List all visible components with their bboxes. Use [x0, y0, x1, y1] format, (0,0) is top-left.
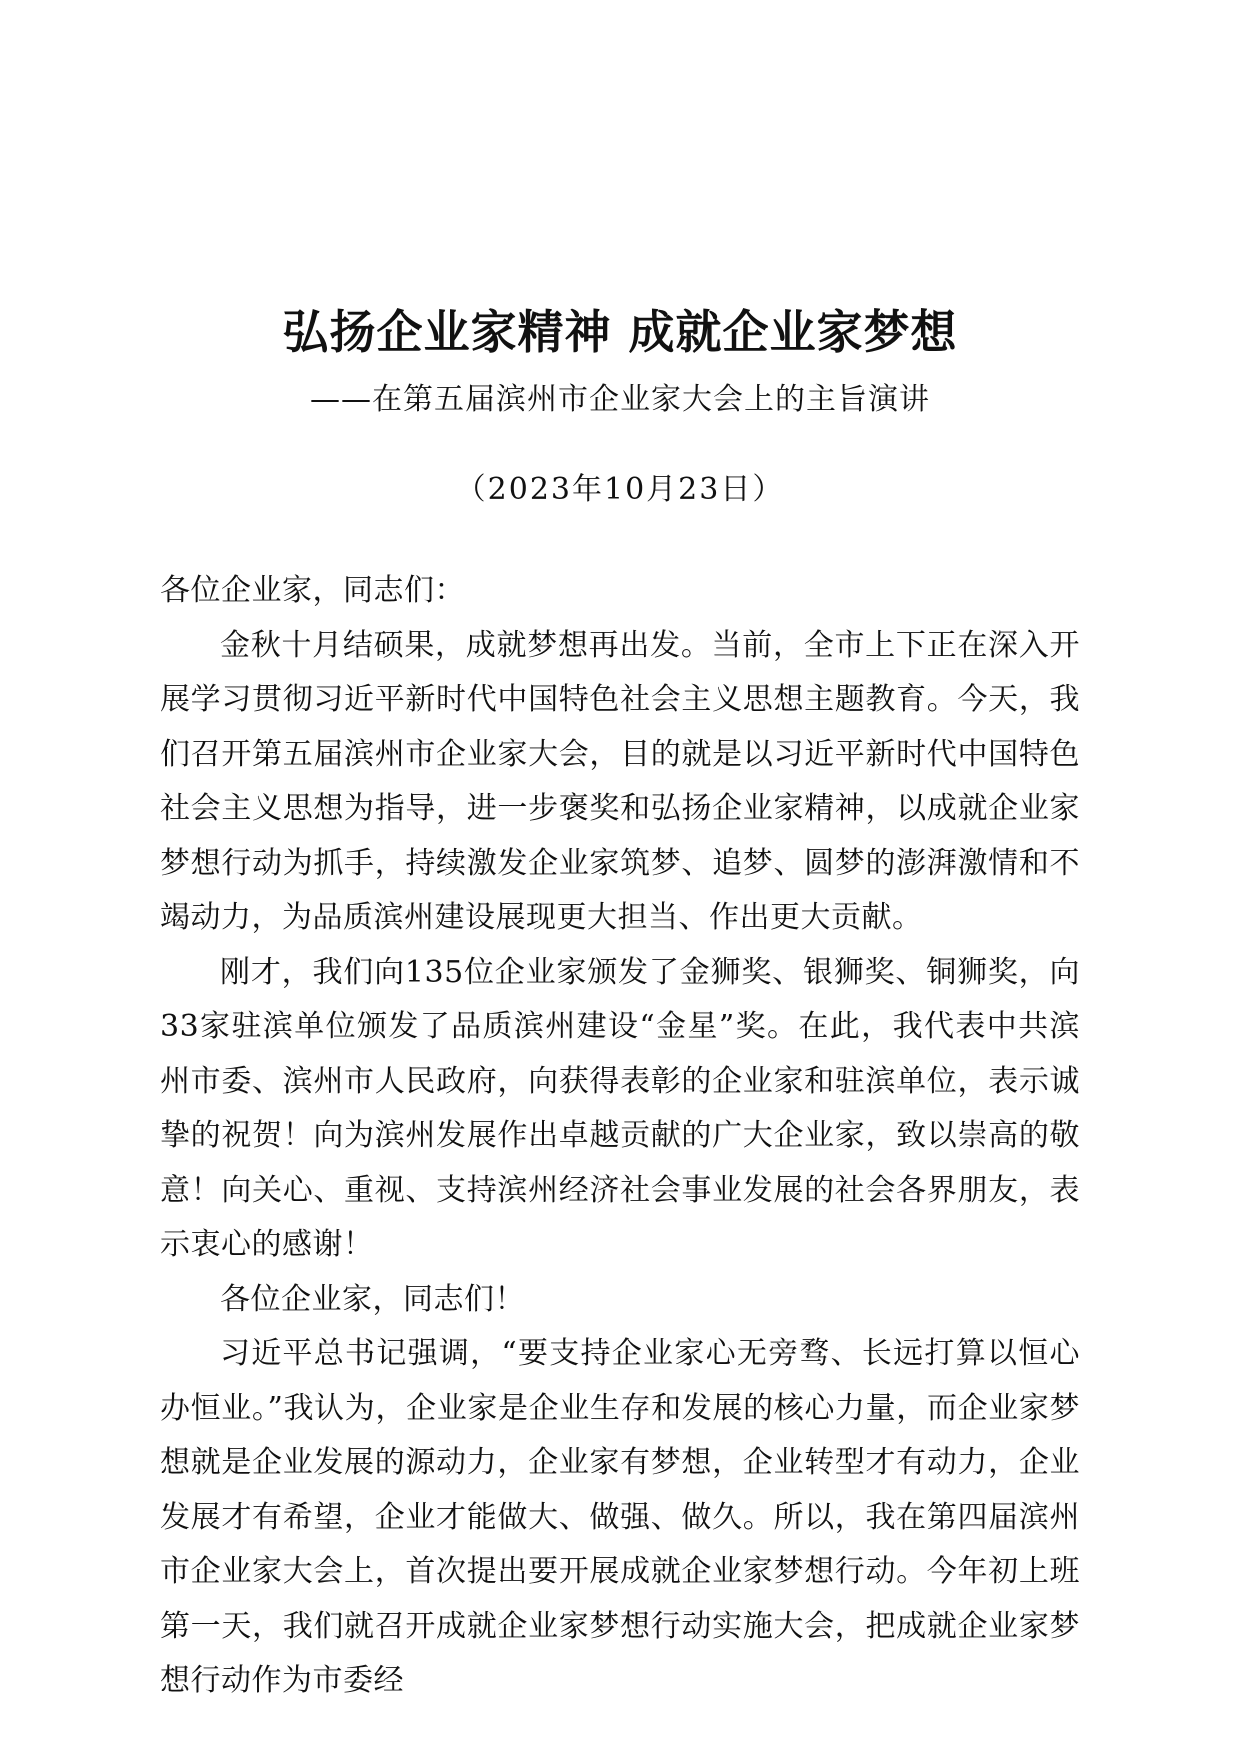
paragraph-awards: 刚才，我们向135位企业家颁发了金狮奖、银狮奖、铜狮奖，向33家驻滨单位颁发了品质滨州建设“金星”奖。在此，我代表中共滨州市委、滨州市人民政府，向获得表彰的企业家和驻滨单位，表示诚挚的祝贺！向为滨州发展作出卓越贡献的广大企业家，致以崇高的敬意！向关心、重视、支持滨州经济社会事业发展的社会各界朋友，表示衷心的感谢！	[160, 954, 1080, 1262]
paragraph-greeting: 各位企业家，同志们！	[220, 1281, 525, 1317]
salutation: 各位企业家，同志们：	[160, 573, 465, 608]
document-date: （2023年10月23日）	[455, 472, 785, 507]
paragraph-main: 习近平总书记强调，“要支持企业家心无旁骛、长远打算以恒心办恒业。”我认为，企业家是企业生存和发展的核心力量，而企业家梦想就是企业发展的源动力，企业家有梦想，企业转型才有动力，企业发展才有希望，企业才能做大、做强、做久。所以，我在第四届滨州市企业家大会上，首次提出要开展成就企业家梦想行动。今年初上班第一天，我们就召开成就企业家梦想行动实施大会，把成就企业家梦想行动作为市委经	[160, 1336, 1080, 1698]
paragraph-opening: 金秋十月结硕果，成就梦想再出发。当前，全市上下正在深入开展学习贯彻习近平新时代中国特色社会主义思想主题教育。今天，我们召开第五届滨州市企业家大会，目的就是以习近平新时代中国特色社会主义思想为指导，进一步褒奖和弘扬企业家精神，以成就企业家梦想行动为抓手，持续激发企业家筑梦、追梦、圆梦的澎湃激情和不竭动力，为品质滨州建设展现更大担当、作出更大贡献。	[160, 627, 1080, 935]
document-title: 弘扬企业家精神 成就企业家梦想	[282, 305, 958, 359]
document-subtitle: ——在第五届滨州市企业家大会上的主旨演讲	[310, 382, 930, 417]
document-body	[160, 564, 1080, 1709]
